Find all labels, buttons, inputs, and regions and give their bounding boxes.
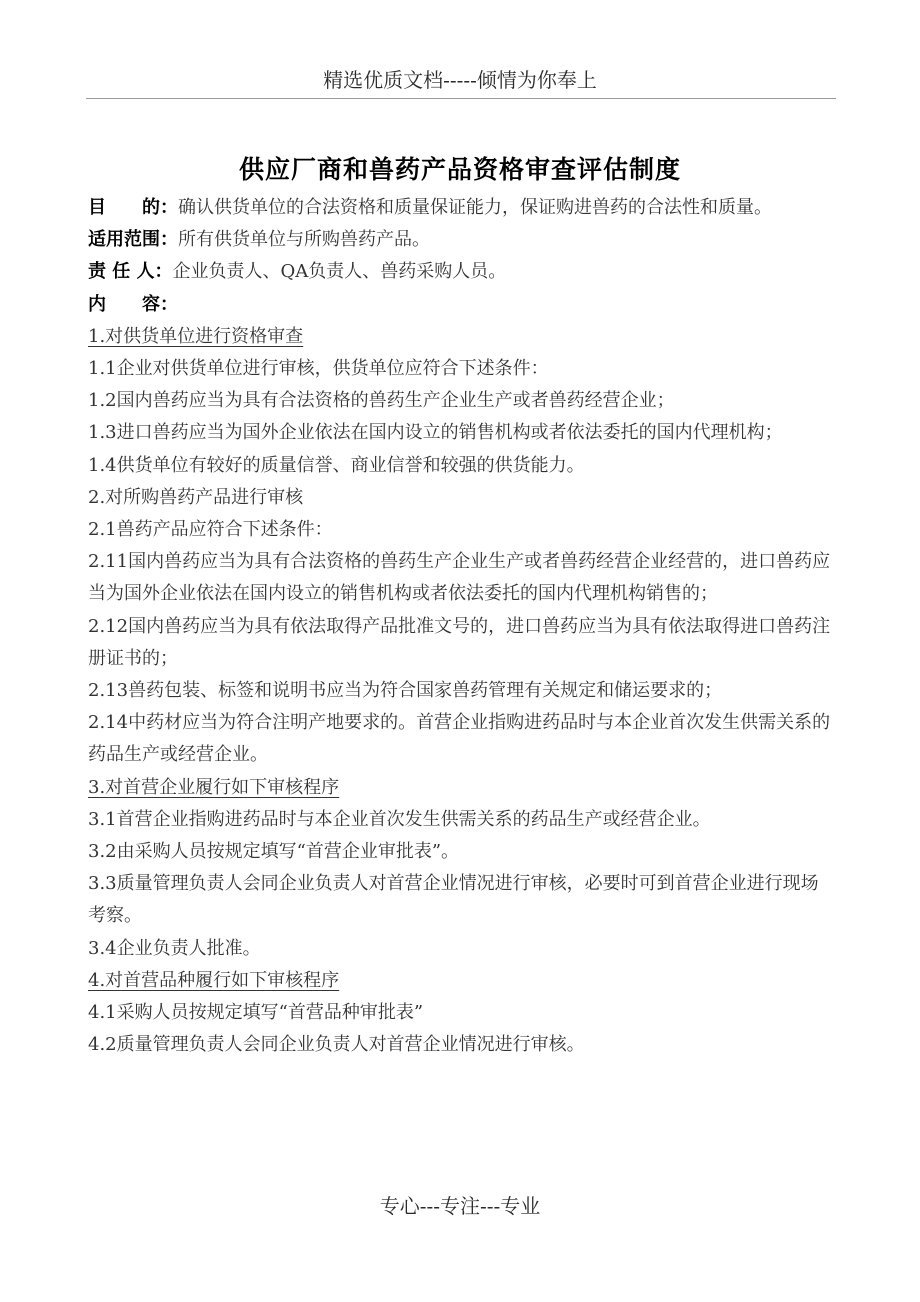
section-paragraph: 3.1首营企业指购进药品时与本企业首次发生供需关系的药品生产或经营企业。 bbox=[88, 808, 711, 830]
section-paragraph: 3.3质量管理负责人会同企业负责人对首营企业情况进行审核，必要时可到首营企业进行现场考察。 bbox=[88, 873, 819, 927]
content-heading bbox=[88, 289, 832, 321]
section-heading: 3.对首营企业履行如下审核程序 bbox=[88, 776, 340, 798]
purpose-label: 目 的： bbox=[88, 197, 178, 218]
document-body bbox=[88, 192, 832, 1061]
purpose-text: 确认供货单位的合法资格和质量保证能力，保证购进兽药的合法性和质量。 bbox=[178, 197, 772, 218]
section-paragraph: 2.12国内兽药应当为具有依法取得产品批准文号的，进口兽药应当为具有依法取得进口兽药注册证书的； bbox=[88, 615, 831, 669]
content-label: 内 容： bbox=[88, 293, 178, 315]
section-heading: 4.对首营品种履行如下审核程序 bbox=[88, 969, 340, 991]
scope-text: 所有供货单位与所购兽药产品。 bbox=[178, 229, 430, 251]
sections-list bbox=[88, 321, 832, 1062]
section-paragraph: 4.2质量管理负责人会同企业负责人对首营企业情况进行审核。 bbox=[88, 1034, 585, 1056]
scope-label: 适用范围： bbox=[88, 229, 178, 251]
document-title: 供应厂商和兽药产品资格审查评估制度 bbox=[238, 155, 681, 184]
header-divider bbox=[86, 98, 836, 99]
page-header: 精选优质文档-----倾情为你奉上 bbox=[323, 68, 597, 92]
section-paragraph: 4.1采购人员按规定填写“首营品种审批表” bbox=[88, 1002, 424, 1024]
section-paragraph: 3.2由采购人员按规定填写“首营企业审批表”。 bbox=[88, 841, 460, 863]
section-paragraph: 2.1兽药产品应符合下述条件： bbox=[88, 519, 333, 541]
responsible-label: 责 任 人： bbox=[88, 261, 173, 283]
section-paragraph: 2.14中药材应当为符合注明产地要求的。首营企业指购进药品时与本企业首次发生供需关系的药品生产或经营企业。 bbox=[88, 712, 831, 766]
section-paragraph: 1.1企业对供货单位进行审核，供货单位应符合下述条件： bbox=[88, 358, 549, 380]
page-footer: 专心---专注---专业 bbox=[379, 1194, 541, 1218]
section-paragraph: 1.2国内兽药应当为具有合法资格的兽药生产企业生产或者兽药经营企业； bbox=[88, 390, 675, 412]
section-paragraph: 1.3进口兽药应当为国外企业依法在国内设立的销售机构或者依法委托的国内代理机构； bbox=[88, 422, 783, 444]
section-paragraph: 1.4供货单位有较好的质量信誉、商业信誉和较强的供货能力。 bbox=[88, 454, 585, 476]
section-paragraph: 2.11国内兽药应当为具有合法资格的兽药生产企业生产或者兽药经营企业经营的，进口兽药应当为国外企业依法在国内设立的销售机构或者依法委托的国内代理机构销售的； bbox=[88, 551, 831, 605]
purpose-paragraph bbox=[88, 192, 832, 224]
scope-paragraph bbox=[88, 224, 832, 256]
section-paragraph: 2.13兽药包装、标签和说明书应当为符合国家兽药管理有关规定和储运要求的； bbox=[88, 680, 723, 702]
section-paragraph: 3.4企业负责人批准。 bbox=[88, 937, 261, 959]
responsible-text: 企业负责人、QA负责人、兽药采购人员。 bbox=[172, 261, 507, 283]
section-heading: 1.对供货单位进行资格审查 bbox=[88, 325, 304, 347]
section-paragraph: 2.对所购兽药产品进行审核 bbox=[88, 486, 304, 508]
responsible-paragraph bbox=[88, 256, 832, 288]
